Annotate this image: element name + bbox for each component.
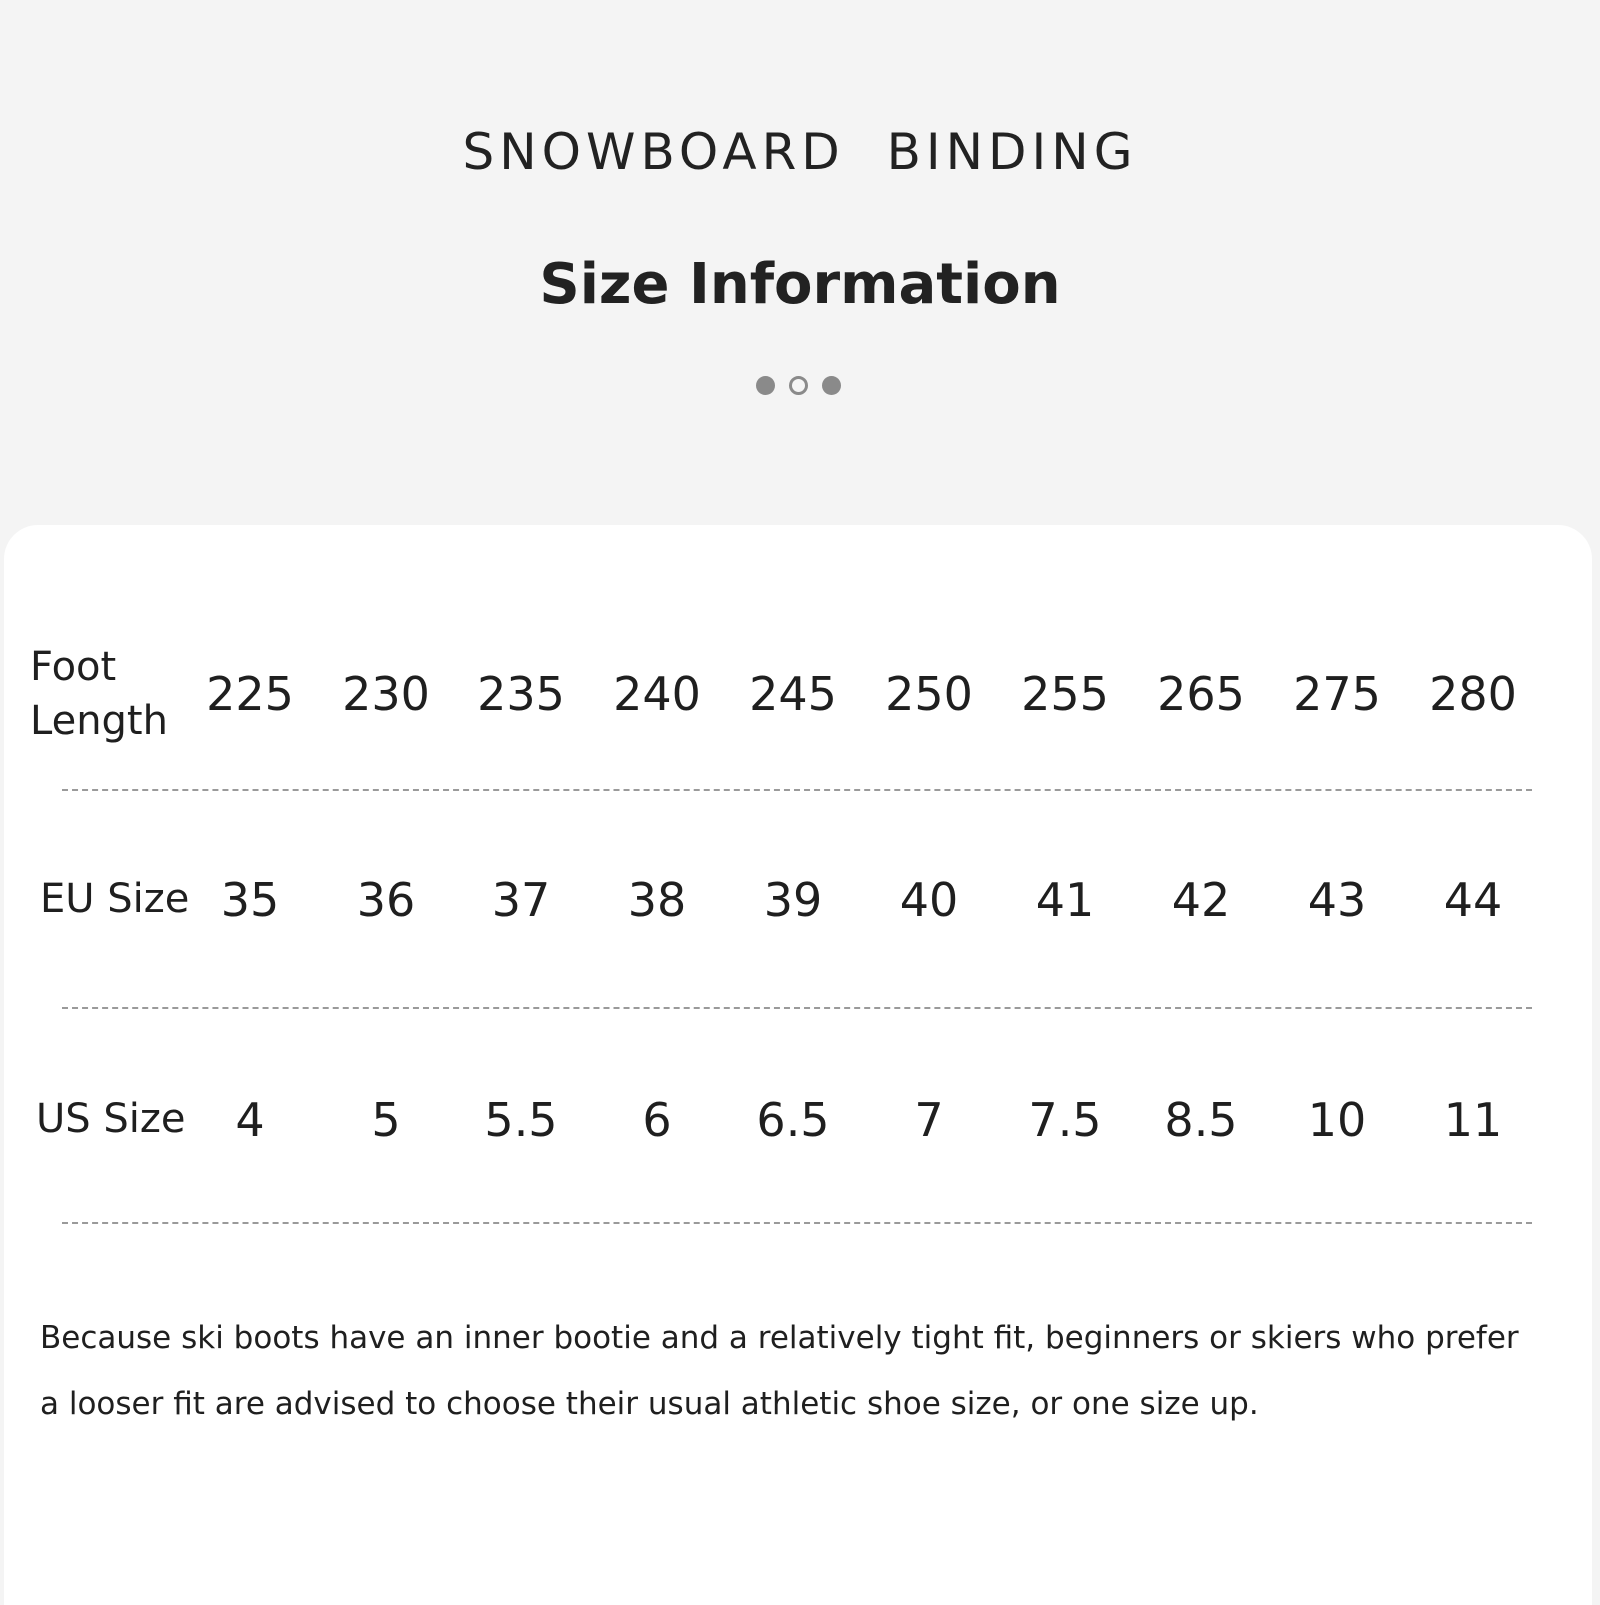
page-title: SNOWBOARD BINDING <box>462 123 1138 181</box>
us-size-cell: 5 <box>371 1093 401 1147</box>
page-subtitle: Size Information <box>539 252 1061 317</box>
foot-length-cell: 280 <box>1429 667 1517 721</box>
eu-size-cell: 41 <box>1035 873 1095 927</box>
us-size-cell: 10 <box>1307 1093 1367 1147</box>
foot-length-cell: 275 <box>1293 667 1381 721</box>
eu-size-cell: 43 <box>1307 873 1367 927</box>
eu-size-cell: 38 <box>627 873 687 927</box>
carousel-dot-2-active[interactable] <box>789 376 808 395</box>
us-size-row <box>4 1090 1592 1210</box>
foot-length-cell: 230 <box>342 667 430 721</box>
size-chart-card <box>4 525 1592 1605</box>
us-size-cell: 7 <box>914 1093 944 1147</box>
foot-length-cell: 255 <box>1021 667 1109 721</box>
carousel-indicator <box>756 374 846 396</box>
foot-length-cell: 245 <box>749 667 837 721</box>
foot-length-row <box>4 640 1592 760</box>
eu-size-label: EU Size <box>40 876 190 922</box>
foot-length-cell: 250 <box>885 667 973 721</box>
eu-size-row <box>4 870 1592 990</box>
foot-length-cell: 265 <box>1157 667 1245 721</box>
carousel-dot-1[interactable] <box>756 376 775 395</box>
us-size-cell: 8.5 <box>1164 1093 1238 1147</box>
carousel-dot-3[interactable] <box>822 376 841 395</box>
us-size-cell: 5.5 <box>484 1093 558 1147</box>
eu-size-cell: 44 <box>1443 873 1503 927</box>
us-size-cell: 4 <box>235 1093 265 1147</box>
sizing-advice-line1: Because ski boots have an inner bootie and a relatively tight fit, beginners or skiers who prefer <box>40 1320 1519 1356</box>
eu-size-cell: 37 <box>491 873 551 927</box>
row-divider <box>62 1222 1532 1224</box>
foot-length-label-line1: Foot <box>30 644 117 690</box>
foot-length-cell: 225 <box>206 667 294 721</box>
us-size-cell: 6.5 <box>756 1093 830 1147</box>
foot-length-label <box>30 640 168 748</box>
eu-size-cell: 42 <box>1171 873 1231 927</box>
eu-size-cell: 40 <box>899 873 959 927</box>
row-divider <box>62 1007 1532 1009</box>
us-size-cell: 11 <box>1443 1093 1503 1147</box>
us-size-cell: 7.5 <box>1028 1093 1102 1147</box>
eu-size-cell: 39 <box>763 873 823 927</box>
sizing-advice-note <box>40 1305 1570 1437</box>
us-size-cell: 6 <box>642 1093 672 1147</box>
eu-size-cell: 35 <box>220 873 280 927</box>
us-size-label: US Size <box>36 1096 186 1142</box>
foot-length-label-line2: Length <box>30 698 168 744</box>
foot-length-cell: 240 <box>613 667 701 721</box>
row-divider <box>62 789 1532 791</box>
foot-length-cell: 235 <box>477 667 565 721</box>
sizing-advice-line2: a looser fit are advised to choose their usual athletic shoe size, or one size up. <box>40 1386 1259 1422</box>
eu-size-cell: 36 <box>356 873 416 927</box>
